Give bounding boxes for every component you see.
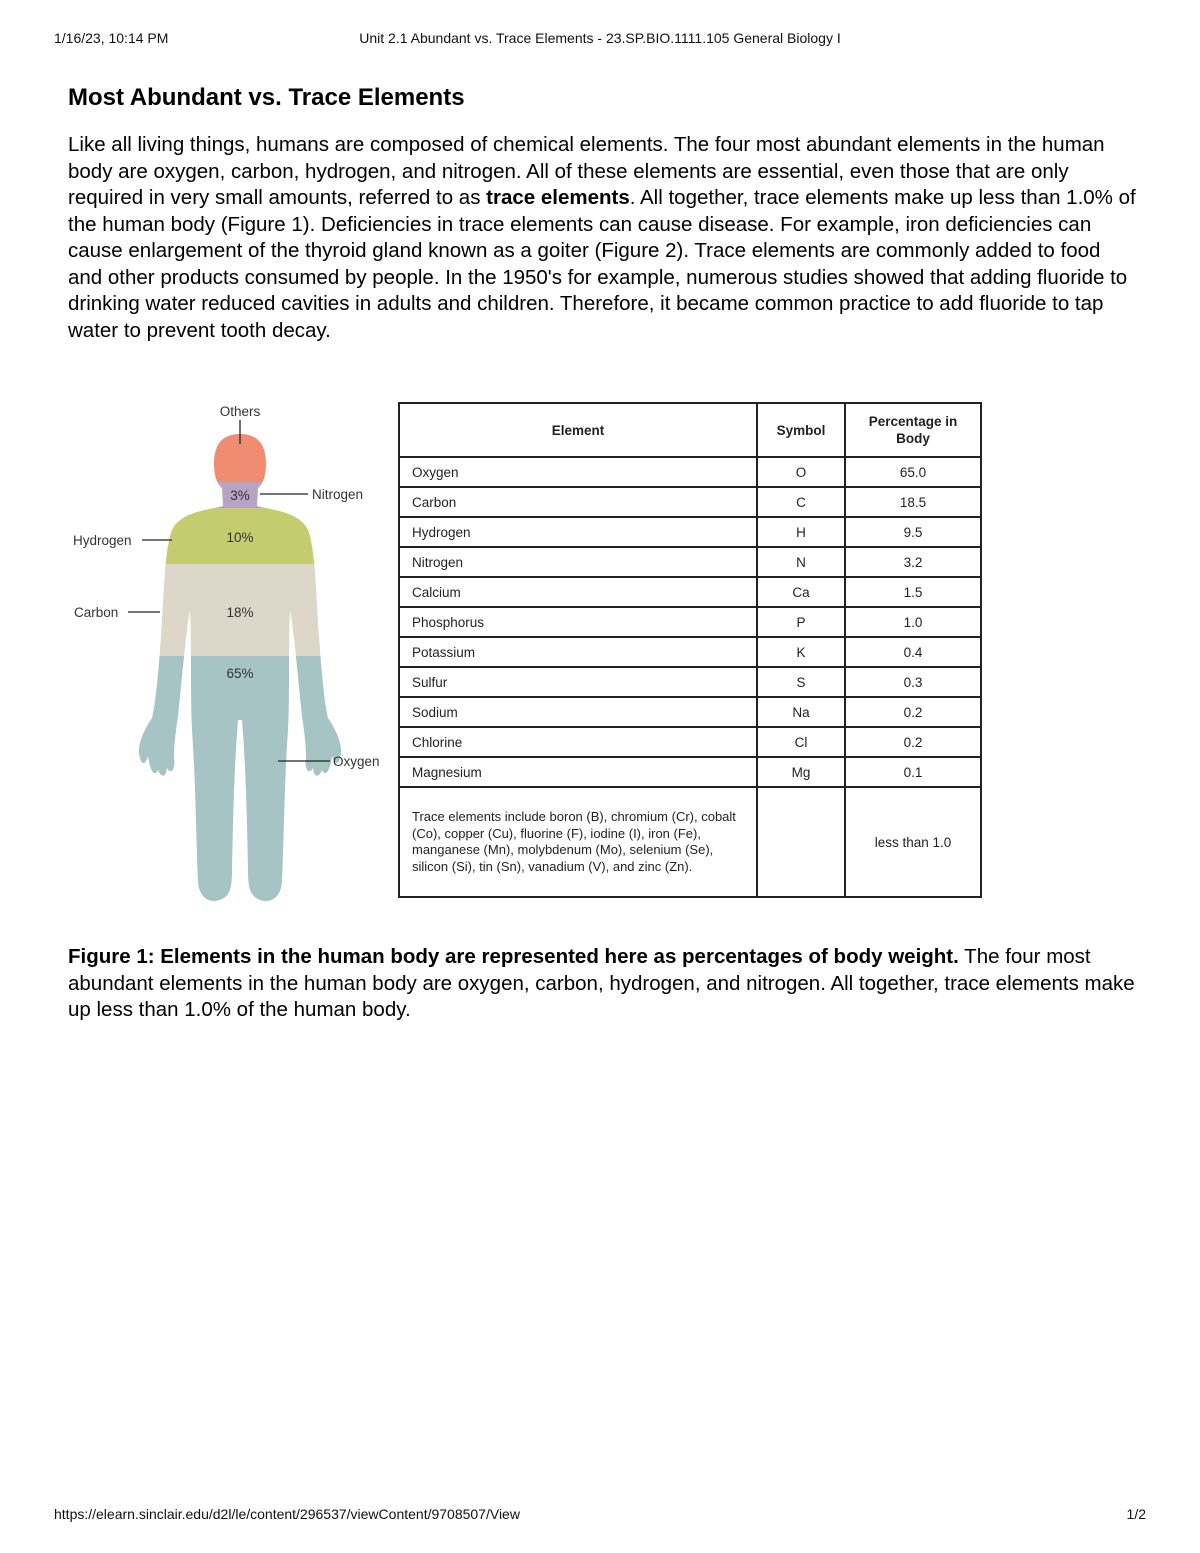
cell-percentage: 1.0 [845,607,981,637]
human-body-diagram [68,400,398,920]
cell-element: Phosphorus [399,607,757,637]
cell-percentage: 1.5 [845,577,981,607]
body-silhouette [68,400,398,920]
cell-trace-symbol [757,787,845,897]
table-row-trace-elements [399,787,981,897]
table-header-row [399,403,981,457]
cell-symbol: H [757,517,845,547]
percent-nitrogen: 3% [230,488,250,503]
column-header-percentage: Percentage in Body [845,403,981,457]
cell-symbol: Cl [757,727,845,757]
cell-element: Nitrogen [399,547,757,577]
cell-element: Sulfur [399,667,757,697]
label-hydrogen: Hydrogen [73,533,132,548]
cell-element: Oxygen [399,457,757,487]
caption-text: The four most abundant elements in the human body are oxygen, carbon, hydrogen, and nitrogen. All together, trace elements make up less than 1.0% of the human body. [68,945,1135,1021]
table-row [399,577,981,607]
cell-trace-note: Trace elements include boron (B), chromium (Cr), cobalt (Co), copper (Cu), fluorine (F), iodine (I), iron (Fe), manganese (Mn), molybdenum (Mo), selenium (Se), silicon (Si), tin (Sn), vanadium (V), and zinc (Zn). [399,787,757,897]
cell-percentage: 0.2 [845,697,981,727]
cell-element: Calcium [399,577,757,607]
intro-text-1: Like all living things, humans are composed of chemical elements. The four most abundant elements in the human body are oxygen, carbon, hydrogen, and nitrogen. All of these elements are essential, even those that are only required in very small amounts, referred to as [68,133,1105,209]
table-row [399,637,981,667]
cell-symbol: N [757,547,845,577]
cell-element: Potassium [399,637,757,667]
oxygen-region [68,656,398,920]
cell-symbol: Ca [757,577,845,607]
cell-element: Magnesium [399,757,757,787]
cell-trace-percentage: less than 1.0 [845,787,981,897]
caption-bold: Figure 1: Elements in the human body are represented here as percentages of body weight. [68,945,959,968]
intro-text-2: . All together, trace elements make up less than 1.0% of the human body (Figure 1). Deficiencies in trace elements can cause disease. For example, iron deficiencies can cause enlargement of the thyroid gland known as a goiter (Figure 2). Trace elements are commonly added to food and other products consumed by people. In the 1950's for example, numerous studies showed that adding fluoride to drinking water reduced cavities in adults and children. Therefore, it became common practice to add fluoride to tap water to prevent tooth decay. [68,186,1136,342]
cell-symbol: C [757,487,845,517]
elements-table [398,402,982,898]
label-oxygen: Oxygen [333,754,380,769]
cell-percentage: 9.5 [845,517,981,547]
table-row [399,547,981,577]
cell-symbol: O [757,457,845,487]
table-row [399,487,981,517]
print-page-title: Unit 2.1 Abundant vs. Trace Elements - 23.SP.BIO.1111.105 General Biology I [359,30,841,46]
table-row [399,607,981,637]
cell-symbol: P [757,607,845,637]
figure-caption [68,944,1138,1024]
cell-symbol: S [757,667,845,697]
table-row [399,727,981,757]
percent-hydrogen: 10% [226,530,254,545]
cell-symbol: K [757,637,845,667]
figure-1 [68,400,1138,920]
intro-paragraph [68,132,1138,344]
column-header-symbol: Symbol [757,403,845,457]
article [68,82,1138,1021]
cell-percentage: 65.0 [845,457,981,487]
table-row [399,757,981,787]
cell-percentage: 0.2 [845,727,981,757]
cell-symbol: Mg [757,757,845,787]
print-date: 1/16/23, 10:14 PM [54,30,169,46]
cell-percentage: 18.5 [845,487,981,517]
table-row [399,667,981,697]
page-number: 1/2 [1126,1506,1146,1522]
label-nitrogen: Nitrogen [312,487,364,502]
table-row [399,457,981,487]
percent-carbon: 18% [226,605,254,620]
print-url: https://elearn.sinclair.edu/d2l/le/content/296537/viewContent/9708507/View [54,1506,520,1522]
table-row [399,697,981,727]
cell-percentage: 0.3 [845,667,981,697]
cell-element: Carbon [399,487,757,517]
cell-element: Sodium [399,697,757,727]
article-heading: Most Abundant vs. Trace Elements [68,84,465,111]
column-header-element: Element [399,403,757,457]
print-header [0,30,1200,50]
cell-percentage: 0.1 [845,757,981,787]
print-footer [0,1506,1200,1526]
label-carbon: Carbon [74,605,119,620]
table-body [399,457,981,897]
cell-element: Chlorine [399,727,757,757]
percent-oxygen: 65% [226,666,254,681]
cell-element: Hydrogen [399,517,757,547]
label-others: Others [219,404,261,419]
table-row [399,517,981,547]
cell-percentage: 3.2 [845,547,981,577]
cell-symbol: Na [757,697,845,727]
intro-bold-term: trace elements [486,186,630,209]
cell-percentage: 0.4 [845,637,981,667]
